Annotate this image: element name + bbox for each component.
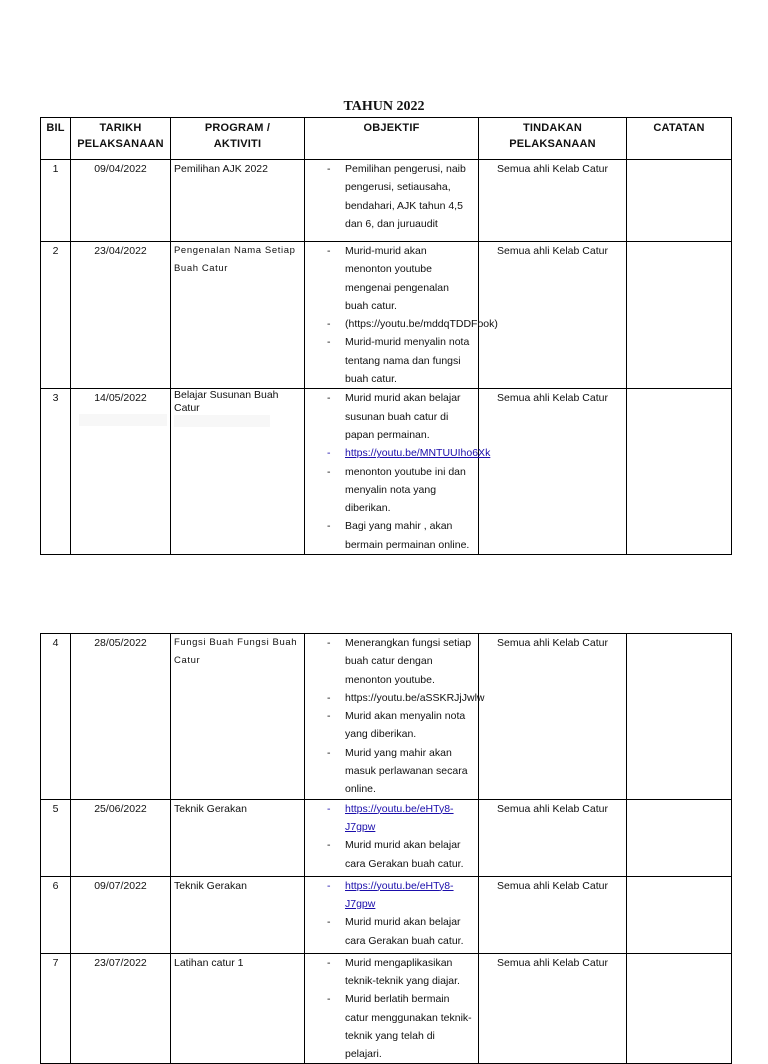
cell-program: Pemilihan AJK 2022 (171, 160, 305, 242)
cell-date: 09/04/2022 (71, 160, 171, 242)
cell-notes (627, 876, 732, 953)
objective-item: - Murid murid akan belajar cara Gerakan buah catur. (307, 913, 472, 950)
header-catatan: CATATAN (627, 118, 732, 160)
cell-program: Fungsi Buah Fungsi Buah Catur (171, 634, 305, 800)
cell-bil: 6 (41, 876, 71, 953)
cell-bil: 5 (41, 799, 71, 876)
header-bil: BIL (41, 118, 71, 160)
activity-table (40, 117, 732, 555)
cell-date: 23/04/2022 (71, 242, 171, 389)
objective-link[interactable]: - https://youtu.be/eHTy8-J7gpw (307, 877, 472, 914)
cell-objective (305, 634, 485, 800)
objective-item: - Pemilihan pengerusi, naib pengerusi, setiausaha, bendahari, AJK tahun 4,5 dan 6, dan juruaudit (307, 160, 472, 233)
objective-item: - Murid yang mahir akan masuk perlawanan secara online. (307, 744, 472, 799)
cell-program: Latihan catur 1 (171, 953, 305, 1064)
cell-bil: 2 (41, 242, 71, 389)
objective-item: - Murid-murid menyalin nota tentang nama dan fungsi buah catur. (307, 333, 472, 388)
objective-link[interactable]: - https://youtu.be/eHTy8-J7gpw (307, 800, 472, 837)
table-row (41, 634, 732, 800)
cell-action: Semua ahli Kelab Catur (479, 242, 627, 389)
header-program: PROGRAM / AKTIVITI (171, 118, 305, 160)
cell-program: Pengenalan Nama Setiap Buah Catur (171, 242, 305, 389)
header-objektif: OBJEKTIF (305, 118, 479, 160)
shaded-strip (79, 414, 167, 426)
table-header-row (41, 118, 732, 160)
objective-item: - (https://youtu.be/mddqTDDFook) (307, 315, 472, 333)
cell-action: Semua ahli Kelab Catur (479, 389, 627, 555)
objective-item: - Bagi yang mahir , akan bermain permainan online. (307, 517, 472, 554)
date-text: 14/05/2022 (94, 392, 147, 405)
cell-bil: 7 (41, 953, 71, 1064)
objective-item: - Murid mengaplikasikan teknik-teknik yang diajar. (307, 954, 472, 991)
table-row (41, 876, 732, 953)
objective-link[interactable]: - https://youtu.be/MNTUUIho6Xk (307, 444, 472, 462)
cell-action: Semua ahli Kelab Catur (479, 160, 627, 242)
cell-objective (305, 389, 491, 555)
cell-notes (627, 799, 732, 876)
table-row (41, 389, 732, 555)
objective-item: - Menerangkan fungsi setiap buah catur dengan menonton youtube. (307, 634, 472, 689)
program-text: Belajar Susunan Buah Catur (174, 389, 279, 415)
cell-action: Semua ahli Kelab Catur (479, 634, 627, 800)
cell-notes (627, 389, 732, 555)
cell-notes (627, 953, 732, 1064)
objective-item: - Murid murid akan belajar susunan buah catur di papan permainan. (307, 389, 472, 444)
cell-action: Semua ahli Kelab Catur (479, 953, 627, 1064)
page-title: TAHUN 2022 (343, 99, 425, 114)
cell-action: Semua ahli Kelab Catur (479, 876, 627, 953)
cell-date: 09/07/2022 (71, 876, 171, 953)
cell-objective (305, 876, 479, 953)
cell-date: 25/06/2022 (71, 799, 171, 876)
shaded-strip (174, 415, 270, 427)
objective-item: - Murid berlatih bermain catur menggunakan teknik-teknik yang telah di pelajari. (307, 990, 472, 1063)
cell-notes (627, 242, 732, 389)
cell-objective (305, 242, 498, 389)
cell-bil: 4 (41, 634, 71, 800)
cell-date: 28/05/2022 (71, 634, 171, 800)
header-tarikh: TARIKH PELAKSANAAN (71, 118, 171, 160)
table-row (41, 242, 732, 389)
cell-date: 23/07/2022 (71, 953, 171, 1064)
cell-notes (627, 160, 732, 242)
table-row (41, 160, 732, 242)
cell-program (171, 389, 305, 555)
cell-objective (305, 953, 479, 1064)
cell-objective (305, 799, 479, 876)
cell-program: Teknik Gerakan (171, 876, 305, 953)
objective-item: - Murid akan menyalin nota yang diberikan. (307, 707, 472, 744)
objective-item: - Murid-murid akan menonton youtube mengenai pengenalan buah catur. (307, 242, 472, 315)
activity-table-continued (40, 633, 732, 1064)
header-tindakan: TINDAKAN PELAKSANAAN (479, 118, 627, 160)
cell-program: Teknik Gerakan (171, 799, 305, 876)
cell-action: Semua ahli Kelab Catur (479, 799, 627, 876)
cell-notes (627, 634, 732, 800)
objective-item: - menonton youtube ini dan menyalin nota yang diberikan. (307, 463, 472, 518)
table-row (41, 953, 732, 1064)
objective-item: - Murid murid akan belajar cara Gerakan buah catur. (307, 836, 472, 873)
cell-objective (305, 160, 479, 242)
objective-item: - https://youtu.be/aSSKRJjJwlw (307, 689, 472, 707)
cell-bil: 1 (41, 160, 71, 242)
cell-date (71, 389, 171, 555)
cell-bil: 3 (41, 389, 71, 555)
table-row (41, 799, 732, 876)
